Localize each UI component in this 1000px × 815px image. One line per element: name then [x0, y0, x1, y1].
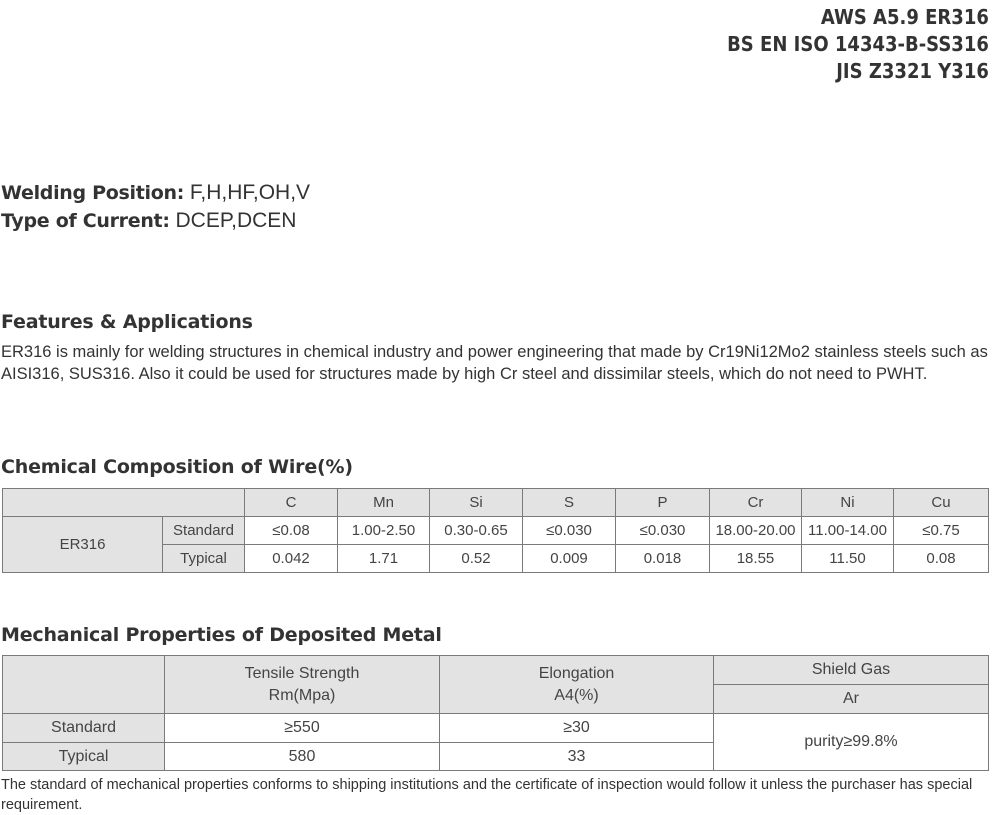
chem-cell: 0.042 [245, 545, 338, 573]
chem-cell: 0.52 [430, 545, 523, 573]
element-cu: Cu [894, 489, 989, 517]
mechanical-heading: Mechanical Properties of Deposited Metal [1, 624, 442, 646]
type-of-current-label: Type of Current: [1, 210, 170, 232]
chemical-row-label: Typical [163, 545, 245, 573]
welding-position-label: Welding Position: [1, 182, 185, 204]
element-si: Si [430, 489, 523, 517]
features-line-2: AISI316, SUS316. Also it could be used for structures made by high Cr steel and dissimilar steels, which do not need to PWHT. [1, 365, 928, 383]
grade-cell: ER316 [3, 517, 163, 573]
welding-position-value: F,H,HF,OH,V [189, 181, 311, 204]
elongation-header-line-2: A4(%) [554, 686, 599, 704]
elongation-cell: ≥30 [440, 714, 714, 743]
element-mn: Mn [338, 489, 430, 517]
purity-cell: purity≥99.8% [714, 714, 989, 771]
mechanical-standard-row [3, 714, 989, 743]
element-c: C [245, 489, 338, 517]
standard-bs-en-iso: BS EN ISO 14343-B-SS316 [727, 32, 989, 56]
tensile-header-line-1: Tensile Strength [244, 664, 360, 682]
chemical-heading: Chemical Composition of Wire(%) [1, 456, 353, 478]
chem-cell: ≤0.08 [245, 517, 338, 545]
standard-aws: AWS A5.9 ER316 [820, 5, 989, 29]
element-s: S [523, 489, 616, 517]
features-paragraph [1, 341, 1000, 385]
type-of-current [1, 209, 296, 233]
welding-position [1, 181, 310, 205]
tensile-header [165, 656, 440, 714]
chem-cell: ≤0.030 [616, 517, 710, 545]
features-line-1: ER316 is mainly for welding structures in chemical industry and power engineering that made by Cr19Ni12Mo2 stainless steels such as [1, 343, 988, 361]
chem-cell: 0.018 [616, 545, 710, 573]
mechanical-row-label: Standard [3, 714, 165, 743]
chem-cell: 0.30-0.65 [430, 517, 523, 545]
mechanical-properties-table [2, 655, 989, 771]
tensile-cell: ≥550 [165, 714, 440, 743]
standard-jis: JIS Z3321 Y316 [836, 59, 989, 83]
chemical-composition-table [2, 488, 989, 573]
chemical-standard-row [3, 517, 989, 545]
chem-cell: 0.08 [894, 545, 989, 573]
chem-cell: 11.50 [802, 545, 894, 573]
tensile-cell: 580 [165, 743, 440, 771]
shield-gas-header: Shield Gas [714, 656, 989, 685]
chem-cell: 18.55 [710, 545, 802, 573]
mechanical-header-row-1 [3, 656, 989, 685]
chem-cell: ≤0.75 [894, 517, 989, 545]
chemical-header-blank [3, 489, 245, 517]
chemical-row-label: Standard [163, 517, 245, 545]
mechanical-row-label: Typical [3, 743, 165, 771]
elongation-header-line-1: Elongation [538, 664, 615, 682]
chem-cell: 1.00-2.50 [338, 517, 430, 545]
chem-cell: 0.009 [523, 545, 616, 573]
chem-cell: 1.71 [338, 545, 430, 573]
tensile-header-line-2: Rm(Mpa) [268, 686, 336, 704]
mechanical-header-blank [3, 656, 165, 714]
chem-cell: 18.00-20.00 [710, 517, 802, 545]
standards-block [727, 4, 989, 85]
chem-cell: ≤0.030 [523, 517, 616, 545]
chem-cell: 11.00-14.00 [802, 517, 894, 545]
type-of-current-value: DCEP,DCEN [175, 209, 297, 232]
element-ni: Ni [802, 489, 894, 517]
elongation-header [440, 656, 714, 714]
element-p: P [616, 489, 710, 517]
element-cr: Cr [710, 489, 802, 517]
features-heading: Features & Applications [1, 311, 253, 333]
gas-cell: Ar [714, 685, 989, 714]
elongation-cell: 33 [440, 743, 714, 771]
footnote: The standard of mechanical properties conforms to shipping institutions and the certificate of inspection would follow it unless the purchaser has special requirement. [1, 777, 973, 813]
chemical-header-row [3, 489, 989, 517]
